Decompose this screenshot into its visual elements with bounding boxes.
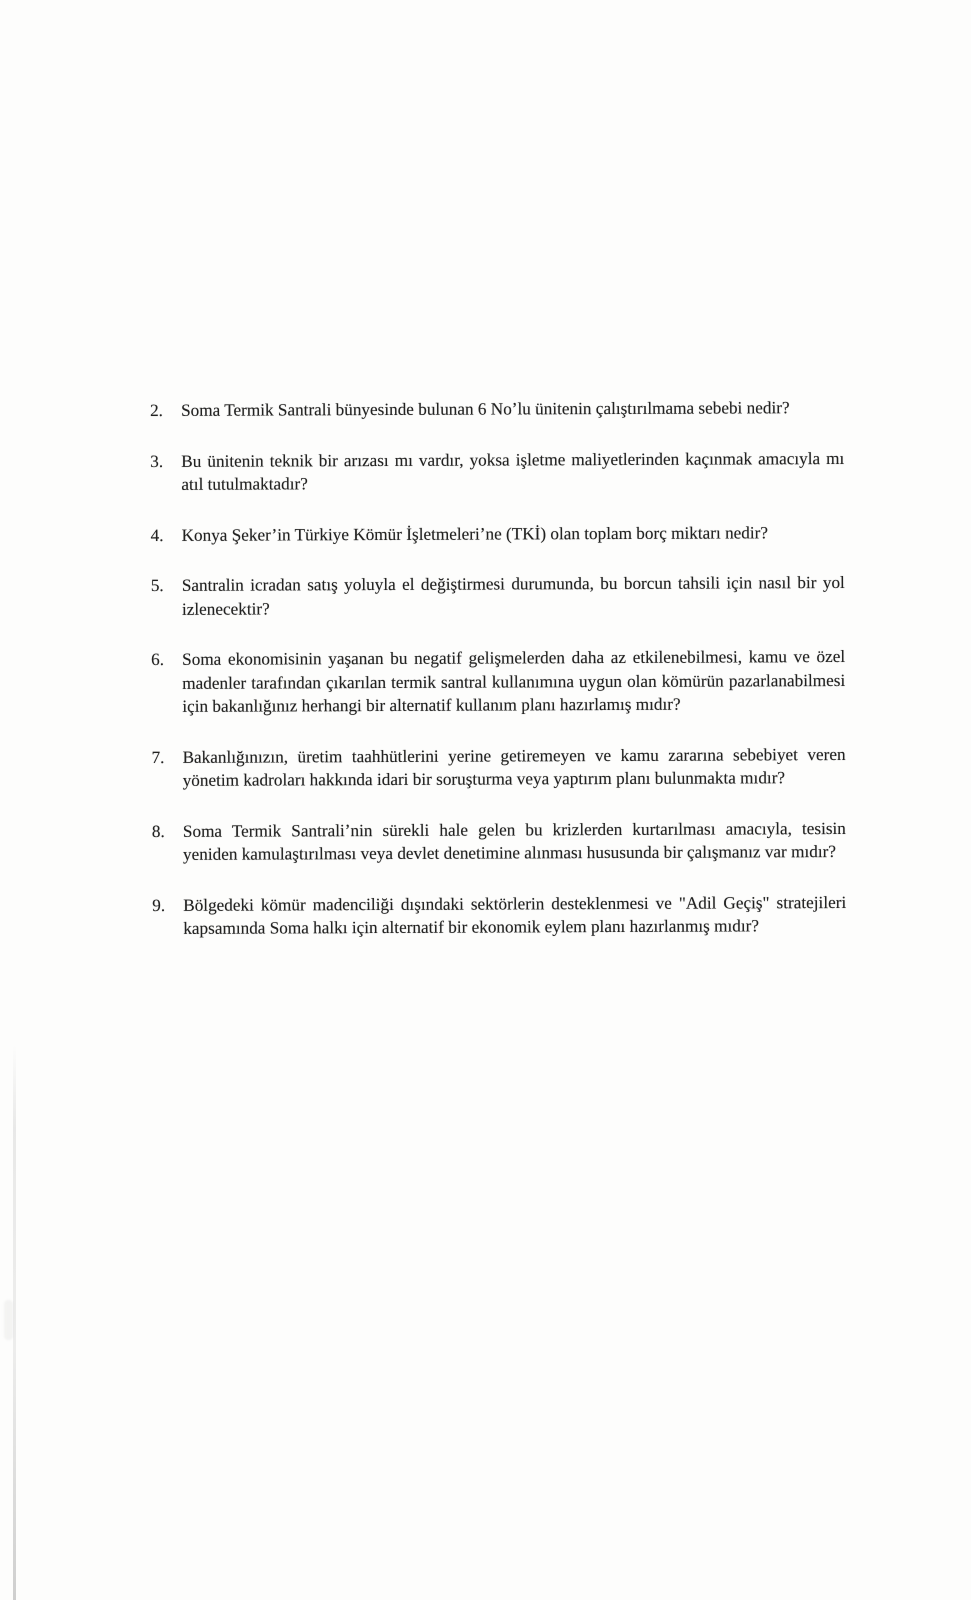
question-item <box>152 742 846 792</box>
question-number: 5. <box>150 575 164 595</box>
question-text: Konya Şeker’in Türkiye Kömür İşletmeleri’ne (TKİ) olan toplam borç miktarı nedir? <box>181 522 769 545</box>
question-text: Bölgedeki kömür madenciliği dışındaki sektörlerin desteklenmesi ve "Adil Geçiş" stratejileri kapsamında Soma halkı için alternatif bir ekonomik eylem planı hazırlanmış mıdır? <box>183 892 847 938</box>
question-number: 8. <box>151 821 165 841</box>
question-text: Soma Termik Santrali bünyesinde bulunan 6 No’lu ünitenin çalıştırılmama sebebi nedir? <box>181 398 790 420</box>
question-text: Soma ekonomisinin yaşanan bu negatif gelişmelerden daha az etkilenebilmesi, kamu ve özel madenler tarafından çıkarılan termik santral kullanımına uygun olan kömürün pazarlanabilmesi için bakanlığınız herhangi bir alternatif kullanım planı hazırlamış mıdır? <box>182 646 846 716</box>
question-item <box>150 396 844 423</box>
question-text: Santralin icradan satış yoluyla el değiştirmesi durumunda, bu borcun tahsili için nasıl bir yol izlenecektir? <box>181 572 845 619</box>
question-number: 9. <box>152 895 166 915</box>
question-number: 3. <box>150 451 164 471</box>
question-text: Soma Termik Santrali’nin sürekli hale gelen bu krizlerden kurtarılması amacıyla, tesisin yeniden kamulaştırılması veya devlet denetimine alınması hususunda bir çalışmanız var mıdır? <box>182 818 846 864</box>
scan-smudge-artifact <box>4 1300 13 1340</box>
question-number: 4. <box>150 525 164 545</box>
question-item <box>152 816 846 866</box>
question-item <box>150 446 844 496</box>
question-number: 6. <box>151 649 165 669</box>
question-text: Bakanlığınızın, üretim taahhütlerini yerine getiremeyen ve kamu zararına sebebiyet veren yönetim kadroları hakkında idari bir soruşturma veya yaptırım planı bulunmakta mıdır? <box>182 744 846 790</box>
question-item <box>151 571 845 621</box>
scan-streak-artifact <box>13 1045 16 1600</box>
question-text: Bu ünitenin teknik bir arızası mı vardır, yoksa işletme maliyetlerinden kaçınmak amacıyla mı atıl tutulmaktadır? <box>181 448 845 494</box>
question-number: 2. <box>150 400 163 420</box>
question-item <box>152 890 846 940</box>
question-list <box>150 396 846 968</box>
question-item <box>151 520 845 547</box>
question-number: 7. <box>151 747 165 767</box>
question-item <box>151 645 845 719</box>
